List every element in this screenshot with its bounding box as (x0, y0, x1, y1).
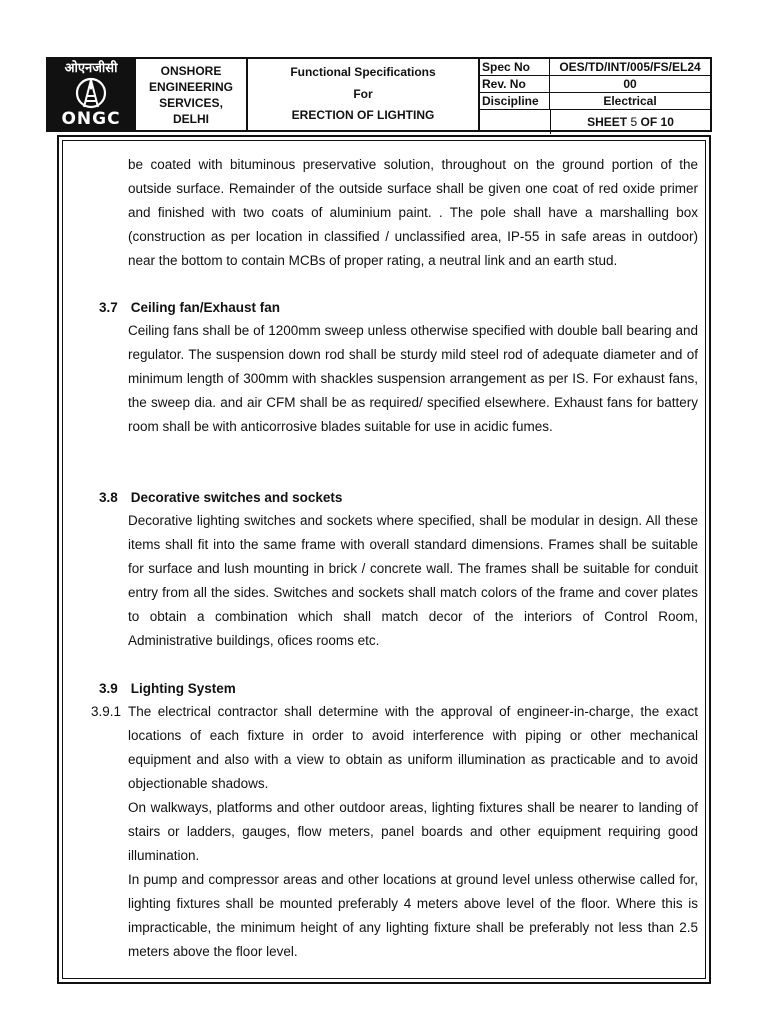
org-line: DELHI (173, 111, 209, 126)
intro-paragraph: be coated with bituminous preservative solution, throughout on the ground portion of the outside surface. Remainder of the outside surface shall be given one coat of red oxide primer and finished with two coats of aluminium paint. . The pole shall have a marshalling box (construction as per location in classified / unclassified area, IP-55 in safe areas in outdoor) near the bottom to contain MCBs of proper rating, a neutral link and an earth stud. (128, 157, 698, 268)
org-line: ENGINEERING (148, 79, 233, 94)
section-heading-3-9 (99, 679, 236, 699)
sheet-suffix: OF 10 (640, 115, 674, 129)
section-heading-3-8 (99, 488, 342, 508)
section-title: Decorative switches and sockets (130, 490, 343, 505)
section-3-9-1-paragraph-3: In pump and compressor areas and other locations at ground level unless otherwise called for, lighting fixtures shall be mounted preferably 4 meters above level of the floor. Where this is impracticable, the minimum height of any lighting fixture shall be preferably not less than 2.5 meters above the floor level. (128, 872, 698, 959)
meta-key: Discipline (480, 93, 550, 109)
org-line: ONSHORE (160, 63, 222, 78)
meta-value: 00 (623, 77, 637, 91)
logo-hindi-text: ओएनजीसी (64, 61, 118, 76)
section-title: Ceiling fan/Exhaust fan (130, 300, 281, 315)
subsection-number: 3.9.1 (91, 704, 122, 719)
meta-key: Spec No (480, 59, 550, 75)
title-line: For (353, 86, 373, 101)
section-number: 3.8 (99, 490, 118, 505)
meta-value: OES/TD/INT/005/FS/EL24 (559, 60, 701, 74)
title-line: ERECTION OF LIGHTING (291, 108, 435, 122)
section-number: 3.9 (99, 681, 118, 696)
section-number: 3.7 (99, 300, 118, 315)
meta-value: Electrical (603, 94, 657, 108)
title-line: Functional Specifications (290, 65, 436, 79)
section-heading-3-7 (99, 298, 280, 318)
meta-key: Rev. No (480, 76, 550, 92)
sheet-prefix: SHEET (587, 115, 628, 129)
section-title: Lighting System (130, 681, 236, 696)
section-3-9-1-paragraph-2: On walkways, platforms and other outdoor areas, lighting fixtures shall be nearer to landing of stairs or ladders, gauges, flow meters, panel boards and other equipment requiring good illumination. (128, 800, 698, 863)
section-3-7-paragraph: Ceiling fans shall be of 1200mm sweep unless otherwise specified with double ball bearing and regulator. The suspension down rod shall be sturdy mild steel rod of adequate diameter and of minimum length of 300mm with shackles suspension arrangement as per IS. For exhaust fans, the sweep dia. and air CFM shall be as required/ specified elsewhere. Exhaust fans for battery room shall be with anticorrosive blades suitable for use in acidic fumes. (128, 323, 698, 434)
section-3-9-1-paragraph-1: The electrical contractor shall determine with the approval of engineer-in-charge, the exact locations of each fixture in order to avoid interference with piping or other mechanical equipment and also with a view to obtain as uniform illumination as practicable and to avoid objectionable shadows. (128, 704, 698, 791)
org-line: SERVICES, (159, 95, 223, 110)
section-3-8-paragraph: Decorative lighting switches and sockets where specified, shall be modular in design. All these items shall fit into the same frame with overall standard dimensions. Frames shall be suitable for surface and lush mounting in brick / concrete wall. The frames shall be suitable for conduit entry from all the sides. Switches and sockets shall match colors of the frame and cover plates to obtain a combination which shall match decor of the interiors of Control Room, Administrative buildings, ofices rooms etc. (128, 513, 698, 648)
logo-text: ONGC (61, 109, 121, 129)
sheet-current: 5 (630, 115, 638, 129)
